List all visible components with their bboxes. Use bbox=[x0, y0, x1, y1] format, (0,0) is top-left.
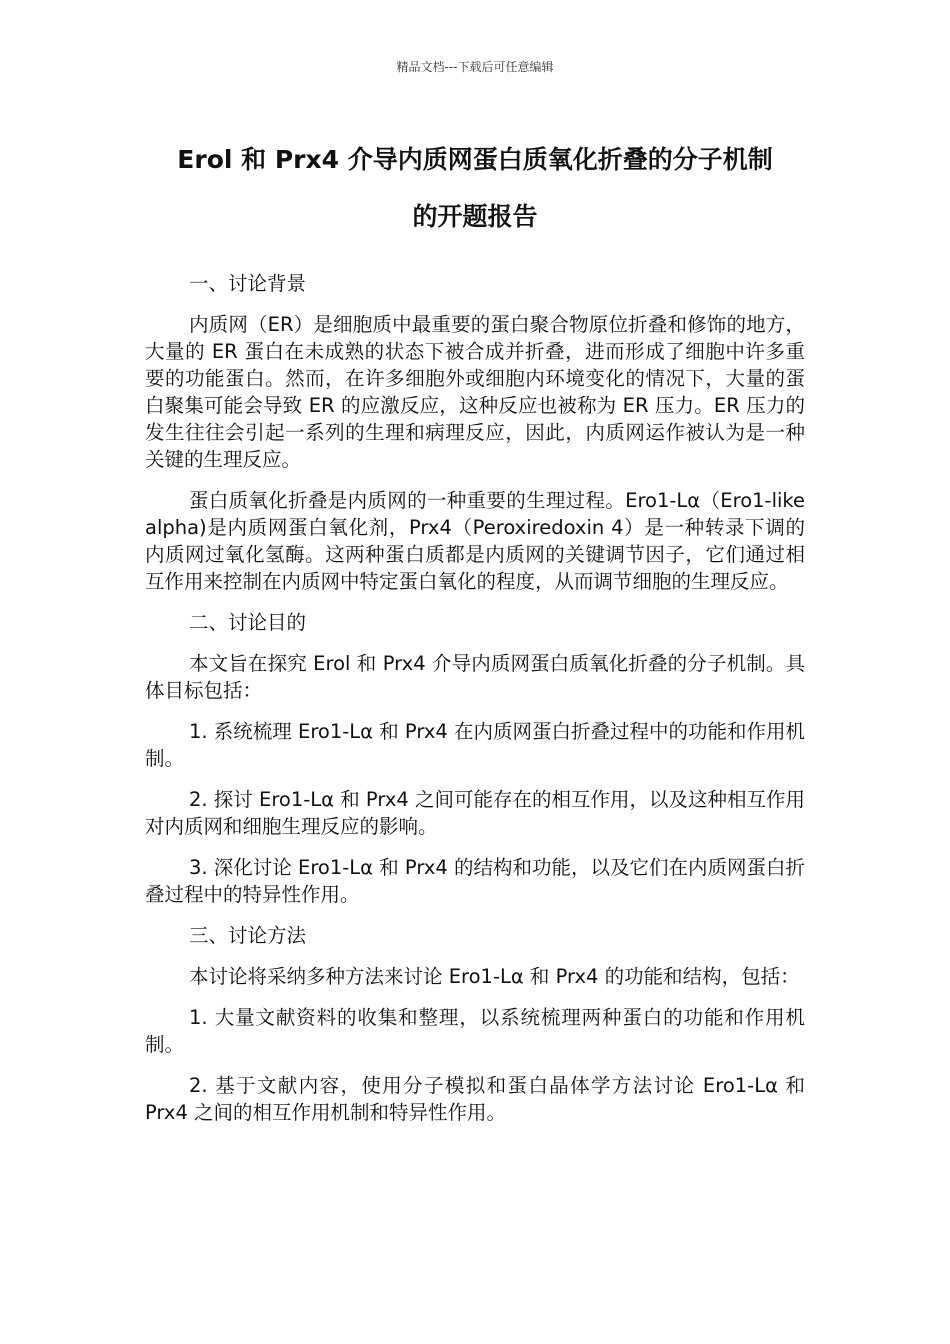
paragraph-background-1: 内质网（ER）是细胞质中最重要的蛋白聚合物原位折叠和修饰的地方，大量的 ER 蛋白在未成熟的状态下被合成并折叠，进而形成了细胞中许多重要的功能蛋白。然而，在许多细胞外或细胞内环境变化的情况下，大量的蛋白聚集可能会导致 ER 的应激反应，这种反应也被称为 ER 压力。ER 压力的发生往往会引起一系列的生理和病理反应，因此，内质网运作被认为是一种关键的生理反应。 bbox=[145, 313, 805, 471]
section-heading-purpose: 二、讨论目的 bbox=[189, 611, 307, 634]
list-item-purpose-1: 1. 系统梳理 Ero1-Lα 和 Prx4 在内质网蛋白折叠过程中的功能和作用机制。 bbox=[145, 720, 805, 770]
list-item-methods-2: 2. 基于文献内容，使用分子模拟和蛋白晶体学方法讨论 Ero1-Lα 和 Prx4 之间的相互作用机制和特异性作用。 bbox=[145, 1074, 805, 1124]
paragraph-methods-intro: 本讨论将采纳多种方法来讨论 Ero1-Lα 和 Prx4 的功能和结构，包括： bbox=[189, 965, 800, 988]
list-item-purpose-3: 3. 深化讨论 Ero1-Lα 和 Prx4 的结构和功能，以及它们在内质网蛋白折叠过程中的特异性作用。 bbox=[145, 856, 805, 906]
document-title-line-1: Erol 和 Prx4 介导内质网蛋白质氧化折叠的分子机制 bbox=[177, 145, 773, 174]
section-heading-methods: 三、讨论方法 bbox=[189, 924, 307, 947]
list-item-methods-1: 1. 大量文献资料的收集和整理，以系统梳理两种蛋白的功能和作用机制。 bbox=[145, 1006, 805, 1056]
list-item-purpose-2: 2. 探讨 Ero1-Lα 和 Prx4 之间可能存在的相互作用，以及这种相互作用对内质网和细胞生理反应的影响。 bbox=[145, 788, 805, 838]
paragraph-purpose-intro: 本文旨在探究 Erol 和 Prx4 介导内质网蛋白质氧化折叠的分子机制。具体目标包括： bbox=[145, 652, 805, 702]
section-heading-background: 一、讨论背景 bbox=[189, 272, 307, 295]
document-title-line-2: 的开题报告 bbox=[412, 202, 538, 231]
page-header: 精品文档---下载后可任意编辑 bbox=[396, 60, 554, 74]
paragraph-background-2: 蛋白质氧化折叠是内质网的一种重要的生理过程。Ero1-Lα（Ero1-like alpha)是内质网蛋白氧化剂，Prx4（Peroxiredoxin 4）是一种转录下调的内质网过氧化氢酶。这两种蛋白质都是内质网的关键调节因子，它们通过相互作用来控制在内质网中特定蛋白氧化的程度，从而调节细胞的生理反应。 bbox=[145, 489, 805, 593]
document-body bbox=[145, 270, 805, 1140]
